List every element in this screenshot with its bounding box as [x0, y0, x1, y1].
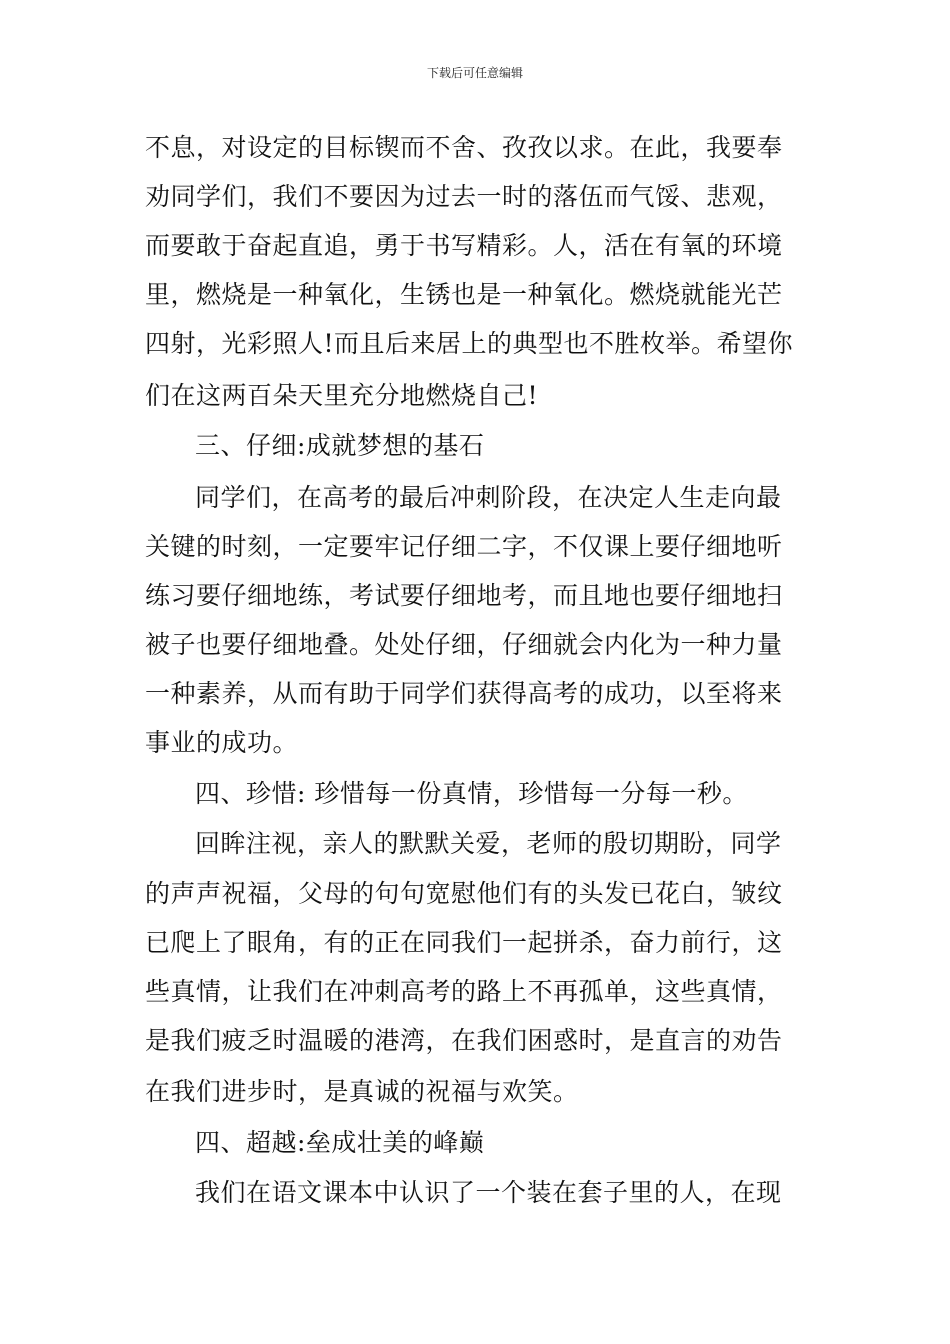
text-line: 劝同学们，我们不要因为过去一时的落伍而气馁、悲观， [145, 182, 783, 211]
text-line: 练习要仔细地练，考试要仔细地考，而且地也要仔细地扫 [145, 581, 783, 610]
text-line: 回眸注视，亲人的默默关爱，老师的殷切期盼，同学 [195, 829, 782, 858]
text-line: 们在这两百朵天里充分地燃烧自己! [145, 381, 539, 410]
text-line: 四射，光彩照人!而且后来居上的典型也不胜枚举。希望你 [145, 329, 794, 358]
text-line: 而要敢于奋起直追，勇于书写精彩。人，活在有氧的环境 [145, 231, 783, 260]
section-heading: 四、珍惜: 珍惜每一份真情，珍惜每一分每一秒。 [195, 779, 748, 808]
text-line: 不息，对设定的目标锲而不舍、孜孜以求。在此，我要奉 [145, 133, 783, 162]
text-line: 是我们疲乏时温暖的港湾，在我们困惑时，是直言的劝告 [145, 1026, 783, 1055]
text-line: 一种素养，从而有助于同学们获得高考的成功，以至将来 [145, 679, 783, 708]
text-line: 里，燃烧是一种氧化，生锈也是一种氧化。燃烧就能光芒 [145, 280, 783, 309]
text-line: 我们在语文课本中认识了一个装在套子里的人，在现 [195, 1178, 782, 1207]
section-heading: 三、仔细:成就梦想的基石 [195, 431, 485, 460]
text-line: 的声声祝福，父母的句句宽慰他们有的头发已花白，皱纹 [145, 879, 783, 908]
text-line: 已爬上了眼角，有的正在同我们一起拼杀，奋力前行，这 [145, 928, 783, 957]
text-line: 在我们进步时，是真诚的祝福与欢笑。 [145, 1077, 579, 1106]
text-line: 关键的时刻，一定要牢记仔细二字，不仅课上要仔细地听 [145, 532, 783, 561]
text-line: 被子也要仔细地叠。处处仔细，仔细就会内化为一种力量 [145, 630, 783, 659]
page-header: 下载后可任意编辑 [426, 66, 523, 80]
text-line: 些真情，让我们在冲刺高考的路上不再孤单，这些真情， [145, 977, 783, 1006]
section-heading: 四、超越:垒成壮美的峰巅 [195, 1128, 485, 1157]
text-line: 事业的成功。 [145, 728, 299, 757]
text-line: 同学们，在高考的最后冲刺阶段，在决定人生走向最 [195, 483, 782, 512]
